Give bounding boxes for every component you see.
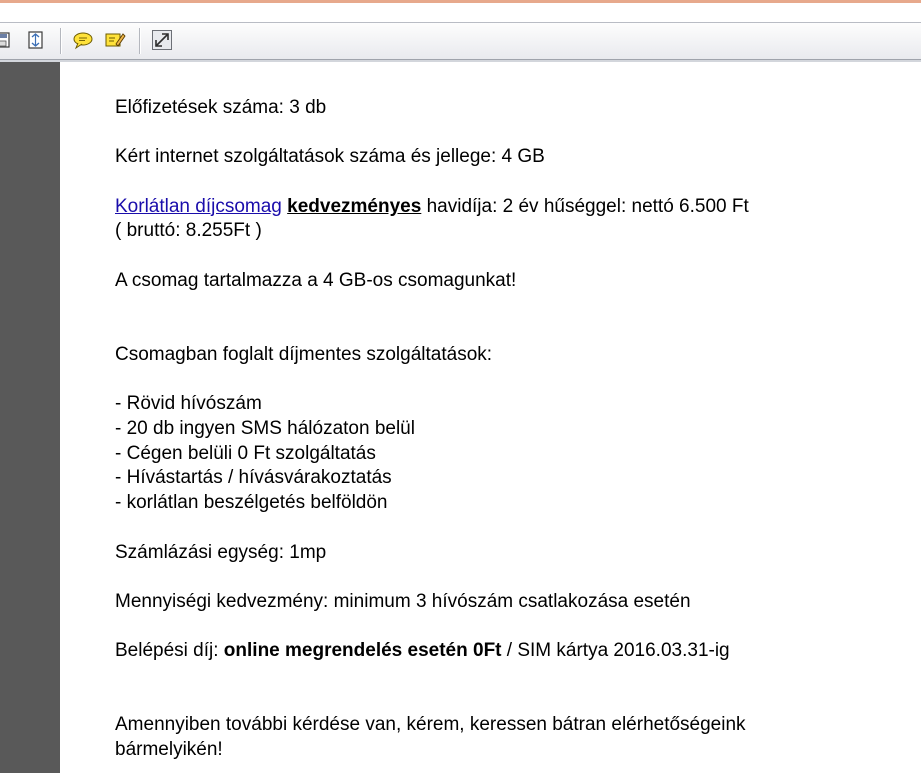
volume-discount-line: Mennyiségi kedvezmény: minimum 3 hívószám csatlakozása esetén xyxy=(115,590,691,612)
fit-page-icon[interactable] xyxy=(25,29,47,51)
internet-line: Kért internet szolgáltatások száma és jellege: 4 GB xyxy=(115,146,545,168)
closing-line: Amennyiben további kérdése van, kérem, keressen bátran elérhetőségeink xyxy=(115,714,746,736)
title-bar xyxy=(0,0,921,22)
entry-fee-label: Belépési díj: xyxy=(115,640,224,662)
free-services-title: Csomagban foglalt díjmentes szolgáltatások: xyxy=(115,343,493,365)
closing-line: bármelyikén! xyxy=(115,739,223,761)
subscriptions-line: Előfizetések száma: 3 db xyxy=(115,97,327,118)
package-line xyxy=(115,195,905,220)
package-price-text: havidíja: 2 év hűséggel: nettó 6.500 Ft xyxy=(421,195,749,217)
entry-fee-rest: / SIM kártya 2016.03.31-ig xyxy=(501,640,730,662)
includes-line: A csomag tartalmazza a 4 GB-os csomagunkat! xyxy=(115,269,517,291)
document-content xyxy=(115,96,905,763)
toolbar-separator xyxy=(139,28,141,54)
list-item: - Hívástartás / hívásvárakoztatás xyxy=(115,467,392,489)
billing-line: Számlázási egység: 1mp xyxy=(115,541,327,563)
document-viewer[interactable] xyxy=(0,60,921,773)
package-link[interactable]: Korlátlan díjcsomag xyxy=(115,195,282,217)
fullscreen-icon[interactable] xyxy=(151,29,173,51)
entry-fee-bold: online megrendelés esetén 0Ft xyxy=(223,640,502,662)
list-item: - Cégen belüli 0 Ft szolgáltatás xyxy=(115,442,376,464)
document-page xyxy=(60,62,921,773)
list-item: - Rövid hívószám xyxy=(115,393,262,415)
comment-icon[interactable] xyxy=(72,29,94,51)
list-item: - 20 db ingyen SMS hálózaton belül xyxy=(115,418,415,440)
toolbar xyxy=(0,22,921,60)
entry-fee-line xyxy=(115,639,905,664)
viewer-gutter xyxy=(0,62,60,773)
gross-price-line: ( bruttó: 8.255Ft ) xyxy=(115,220,262,242)
save-icon[interactable] xyxy=(0,29,14,51)
toolbar-separator xyxy=(60,28,62,54)
list-item: - korlátlan beszélgetés belföldön xyxy=(115,492,388,514)
discount-label: kedvezményes xyxy=(287,195,422,217)
annotate-icon[interactable] xyxy=(104,29,126,51)
